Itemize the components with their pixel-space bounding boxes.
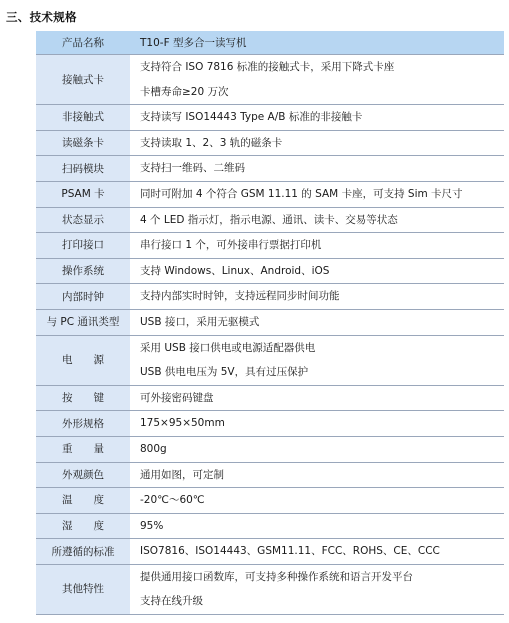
spec-label: 外形规格 (36, 411, 130, 437)
spec-label: 接触式卡 (36, 55, 130, 105)
spec-label: 操作系统 (36, 258, 130, 284)
spec-label: 湿 度 (36, 513, 130, 539)
table-row (36, 462, 504, 488)
spec-label: 按 键 (36, 385, 130, 411)
spec-value-line: 支持读写 ISO14443 Type A/B 标准的非接触卡 (140, 111, 363, 124)
spec-label: 非接触式 (36, 105, 130, 131)
section-title: 三、技术规格 (6, 10, 77, 24)
spec-value-line: 95% (140, 519, 164, 532)
spec-value (130, 513, 504, 539)
table-row (36, 564, 504, 614)
spec-value (130, 436, 504, 462)
spec-value (130, 55, 504, 105)
spec-value-line: 支持内部实时时钟，支持远程同步时间功能 (140, 290, 340, 303)
spec-value-line: ISO7816、ISO14443、GSM11.11、FCC、ROHS、CE、CCC (140, 545, 440, 558)
spec-label: 重 量 (36, 436, 130, 462)
table-row (36, 539, 504, 565)
spec-value (130, 207, 504, 233)
spec-label: 所遵循的标准 (36, 539, 130, 565)
table-row (36, 436, 504, 462)
table-row (36, 488, 504, 514)
spec-value (130, 385, 504, 411)
spec-value (130, 488, 504, 514)
spec-value-line: 可外接密码键盘 (140, 391, 214, 404)
spec-value-line: 175×95×50mm (140, 417, 225, 430)
spec-value-line: 串行接口 1 个，可外接串行票据打印机 (140, 239, 322, 252)
header-value: T10-F 型多合一读写机 (130, 31, 504, 55)
spec-value-line: -20℃～60℃ (140, 494, 205, 507)
spec-value-line: 支持读取 1、2、3 轨的磁条卡 (140, 136, 283, 149)
spec-label: 与 PC 通讯类型 (36, 309, 130, 335)
spec-value-line: 采用 USB 接口供电或电源适配器供电 (140, 341, 316, 354)
table-row (36, 258, 504, 284)
spec-value-line: 卡槽寿命≥20 万次 (140, 85, 229, 98)
spec-value (130, 462, 504, 488)
table-row (36, 309, 504, 335)
table-row (36, 385, 504, 411)
spec-label: 打印接口 (36, 233, 130, 259)
spec-value (130, 156, 504, 182)
spec-value (130, 105, 504, 131)
spec-value-line: 4 个 LED 指示灯，指示电源、通讯、读卡、交易等状态 (140, 213, 398, 226)
spec-label: 电 源 (36, 335, 130, 385)
spec-value-line: 800g (140, 442, 167, 455)
spec-value (130, 539, 504, 565)
spec-label: 内部时钟 (36, 284, 130, 310)
spec-label: 状态显示 (36, 207, 130, 233)
spec-value-line: 通用如图，可定制 (140, 468, 224, 481)
table-row (36, 513, 504, 539)
table-header-row (36, 31, 504, 55)
spec-value (130, 284, 504, 310)
spec-label: 读磁条卡 (36, 130, 130, 156)
spec-value (130, 258, 504, 284)
spec-value-line: 同时可附加 4 个符合 GSM 11.11 的 SAM 卡座，可支持 Sim 卡尺寸 (140, 187, 463, 200)
table-row (36, 233, 504, 259)
spec-value-line: 支持在线升级 (140, 595, 203, 608)
spec-value (130, 564, 504, 614)
table-row (36, 335, 504, 385)
table-row (36, 411, 504, 437)
spec-label: PSAM 卡 (36, 181, 130, 207)
spec-value (130, 181, 504, 207)
spec-value (130, 130, 504, 156)
table-row (36, 130, 504, 156)
spec-label: 扫码模块 (36, 156, 130, 182)
table-row (36, 156, 504, 182)
header-label: 产品名称 (36, 31, 130, 55)
table-row (36, 181, 504, 207)
table-row (36, 105, 504, 131)
spec-value (130, 335, 504, 385)
spec-table (36, 31, 504, 615)
spec-value-line: USB 接口，采用无驱模式 (140, 315, 260, 328)
spec-label: 温 度 (36, 488, 130, 514)
spec-label: 其他特性 (36, 564, 130, 614)
table-row (36, 207, 504, 233)
spec-value-line: 支持 Windows、Linux、Android、iOS (140, 264, 330, 277)
spec-value-line: USB 供电电压为 5V，具有过压保护 (140, 366, 309, 379)
table-row (36, 55, 504, 105)
spec-value-line: 支持符合 ISO 7816 标准的接触式卡，采用下降式卡座 (140, 61, 395, 73)
spec-value (130, 309, 504, 335)
spec-value (130, 411, 504, 437)
spec-value-line: 提供通用接口函数库，可支持多种操作系统和语言开发平台 (140, 570, 413, 583)
spec-value-line: 支持扫一维码、二维码 (140, 162, 245, 175)
spec-value (130, 233, 504, 259)
table-row (36, 284, 504, 310)
spec-label: 外观颜色 (36, 462, 130, 488)
